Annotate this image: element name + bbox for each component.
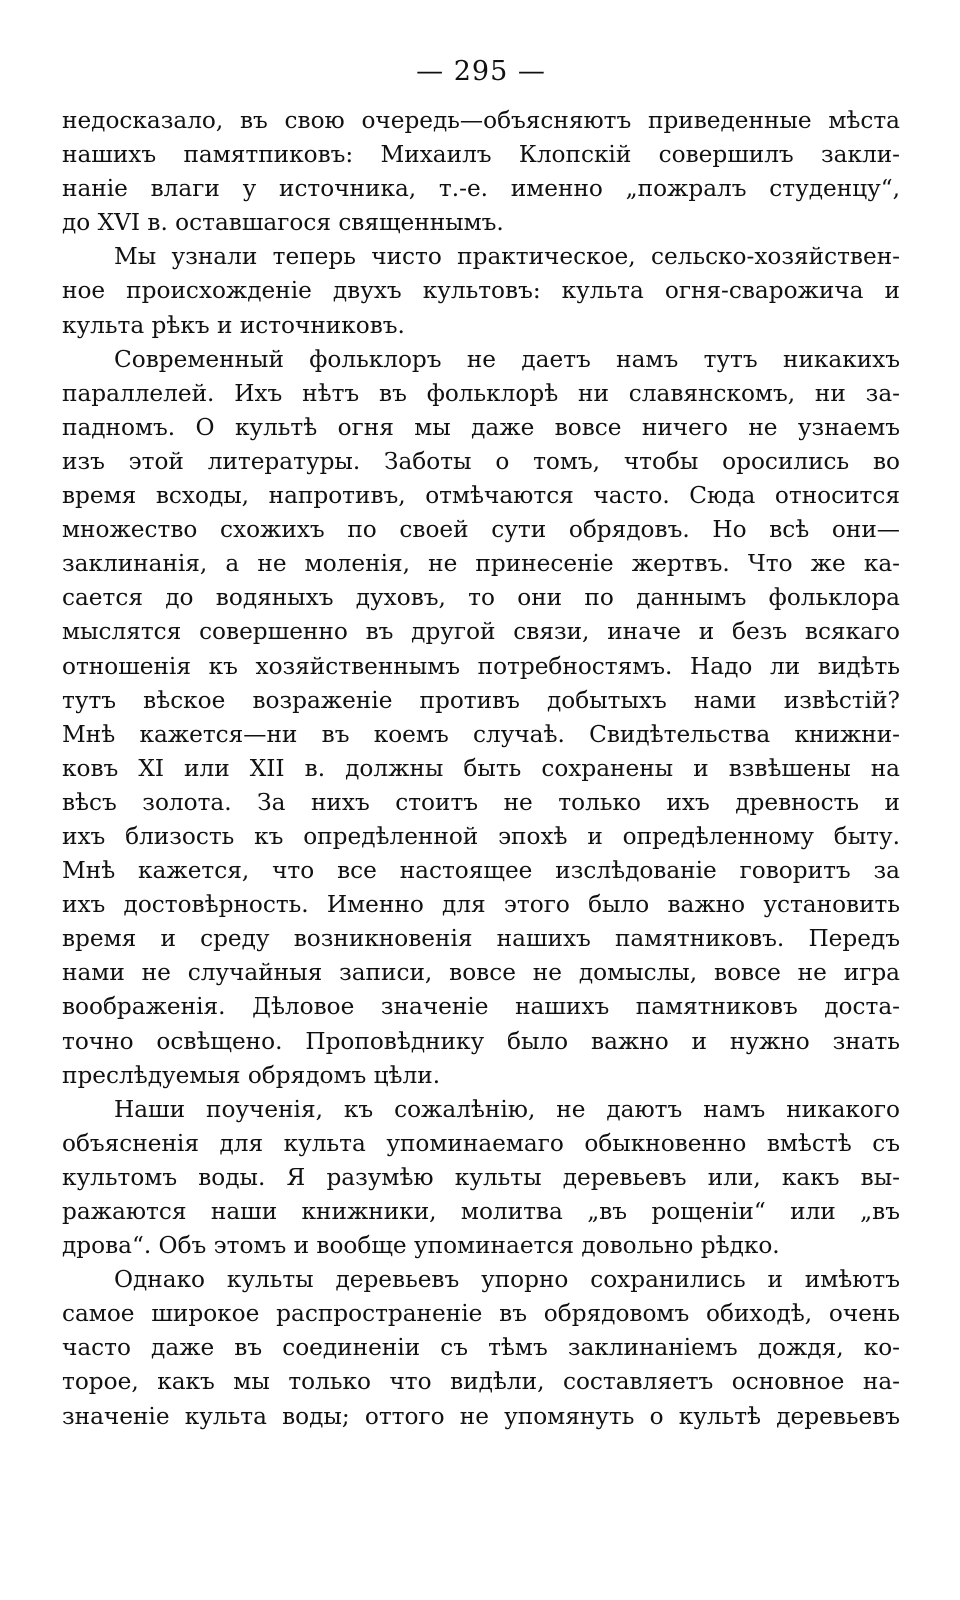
text-line: ихъ близость къ опредѣленной эпохѣ и опредѣленному быту. [62, 822, 900, 850]
text-line: наніе влаги у источника, т.-е. именно „пожралъ студенцу“, [62, 175, 900, 203]
text-line: ковъ XI или XII в. должны быть сохранены и взвѣшены на [62, 754, 900, 782]
paragraph [62, 343, 900, 1093]
text-line: ное происхожденіе двухъ культовъ: культа огня-сварожича и [62, 277, 900, 305]
text-line: культа рѣкъ и источниковъ. [62, 311, 405, 339]
text-line: значеніе культа воды; оттого не упомянуть о культѣ деревьевъ [62, 1402, 900, 1430]
text-line: сается до водяныхъ духовъ, то они по даннымъ фольклора [62, 584, 900, 612]
paragraph [62, 1093, 900, 1263]
body-text [62, 104, 900, 1434]
text-line: Современный фольклоръ не даетъ намъ тутъ никакихъ [114, 345, 900, 373]
paragraph [62, 104, 900, 240]
text-line: Мнѣ кажется—ни въ коемъ случаѣ. Свидѣтельства книжни- [62, 720, 900, 748]
text-line: часто даже въ соединеніи съ тѣмъ заклинаніемъ дождя, ко- [62, 1334, 900, 1362]
text-line: Мнѣ кажется, что все настоящее изслѣдованіе говоритъ за [62, 857, 900, 885]
paragraph [62, 1263, 900, 1433]
text-line: самое широкое распространеніе въ обрядовомъ обиходѣ, очень [62, 1300, 900, 1328]
text-line: Наши поученія, къ сожалѣнію, не даютъ намъ никакого [114, 1095, 900, 1123]
text-line: нами не случайныя записи, вовсе не домыслы, вовсе не игра [62, 959, 900, 987]
text-line: недосказало, въ свою очередь—объясняютъ приведенные мѣста [62, 107, 900, 134]
text-line: культомъ воды. Я разумѣю культы деревьевъ или, какъ вы- [62, 1163, 900, 1191]
text-line: Мы узнали теперь чисто практическое, сельско-хозяйствен- [114, 243, 900, 271]
text-line: Однако культы деревьевъ упорно сохранились и имѣютъ [114, 1266, 900, 1294]
text-line: заклинанія, а не моленія, не принесеніе жертвъ. Что же ка- [62, 550, 900, 578]
text-line: параллелей. Ихъ нѣтъ въ фольклорѣ ни славянскомъ, ни за- [62, 379, 900, 407]
page-number: — 295 — [416, 56, 546, 87]
text-line: мыслятся совершенно въ другой связи, иначе и безъ всякаго [62, 618, 900, 646]
text-line: до XVI в. оставшагося священнымъ. [62, 209, 504, 237]
text-line: объясненія для культа упоминаемаго обыкновенно вмѣстѣ съ [62, 1129, 900, 1157]
text-line: множество схожихъ по своей сути обрядовъ. Но всѣ они— [62, 516, 900, 544]
text-line: нашихъ памятпиковъ: Михаилъ Клопскій совершилъ закли- [62, 141, 900, 169]
text-line: время и среду возникновенія нашихъ памятниковъ. Передъ [62, 925, 900, 953]
text-line: торое, какъ мы только что видѣли, составляетъ основное на- [62, 1368, 900, 1396]
text-line: отношенія къ хозяйственнымъ потребностямъ. Надо ли видѣть [62, 652, 900, 680]
text-line: ихъ достовѣрность. Именно для этого было важно установить [62, 891, 900, 919]
text-line: вѣсъ золота. За нихъ стоитъ не только ихъ древность и [62, 788, 900, 816]
text-line: тутъ вѣское возраженіе противъ добытыхъ нами извѣстій? [62, 686, 900, 714]
text-line: ражаются наши книжники, молитва „въ рощеніи“ или „въ [62, 1198, 900, 1225]
text-line: изъ этой литературы. Заботы о томъ, чтобы оросились во [62, 447, 900, 475]
text-line: точно освѣщено. Проповѣднику было важно и нужно знать [62, 1027, 900, 1055]
text-line: преслѣдуемыя обрядомъ цѣли. [62, 1061, 441, 1089]
text-line: дрова“. Объ этомъ и вообще упоминается довольно рѣдко. [62, 1232, 780, 1260]
paragraph [62, 240, 900, 342]
text-line: время всходы, напротивъ, отмѣчаются часто. Сюда относится [62, 482, 900, 510]
text-line: воображенія. Дѣловое значеніе нашихъ памятниковъ доста- [62, 993, 900, 1021]
text-line: падномъ. О культѣ огня мы даже вовсе ничего не узнаемъ [62, 413, 900, 441]
